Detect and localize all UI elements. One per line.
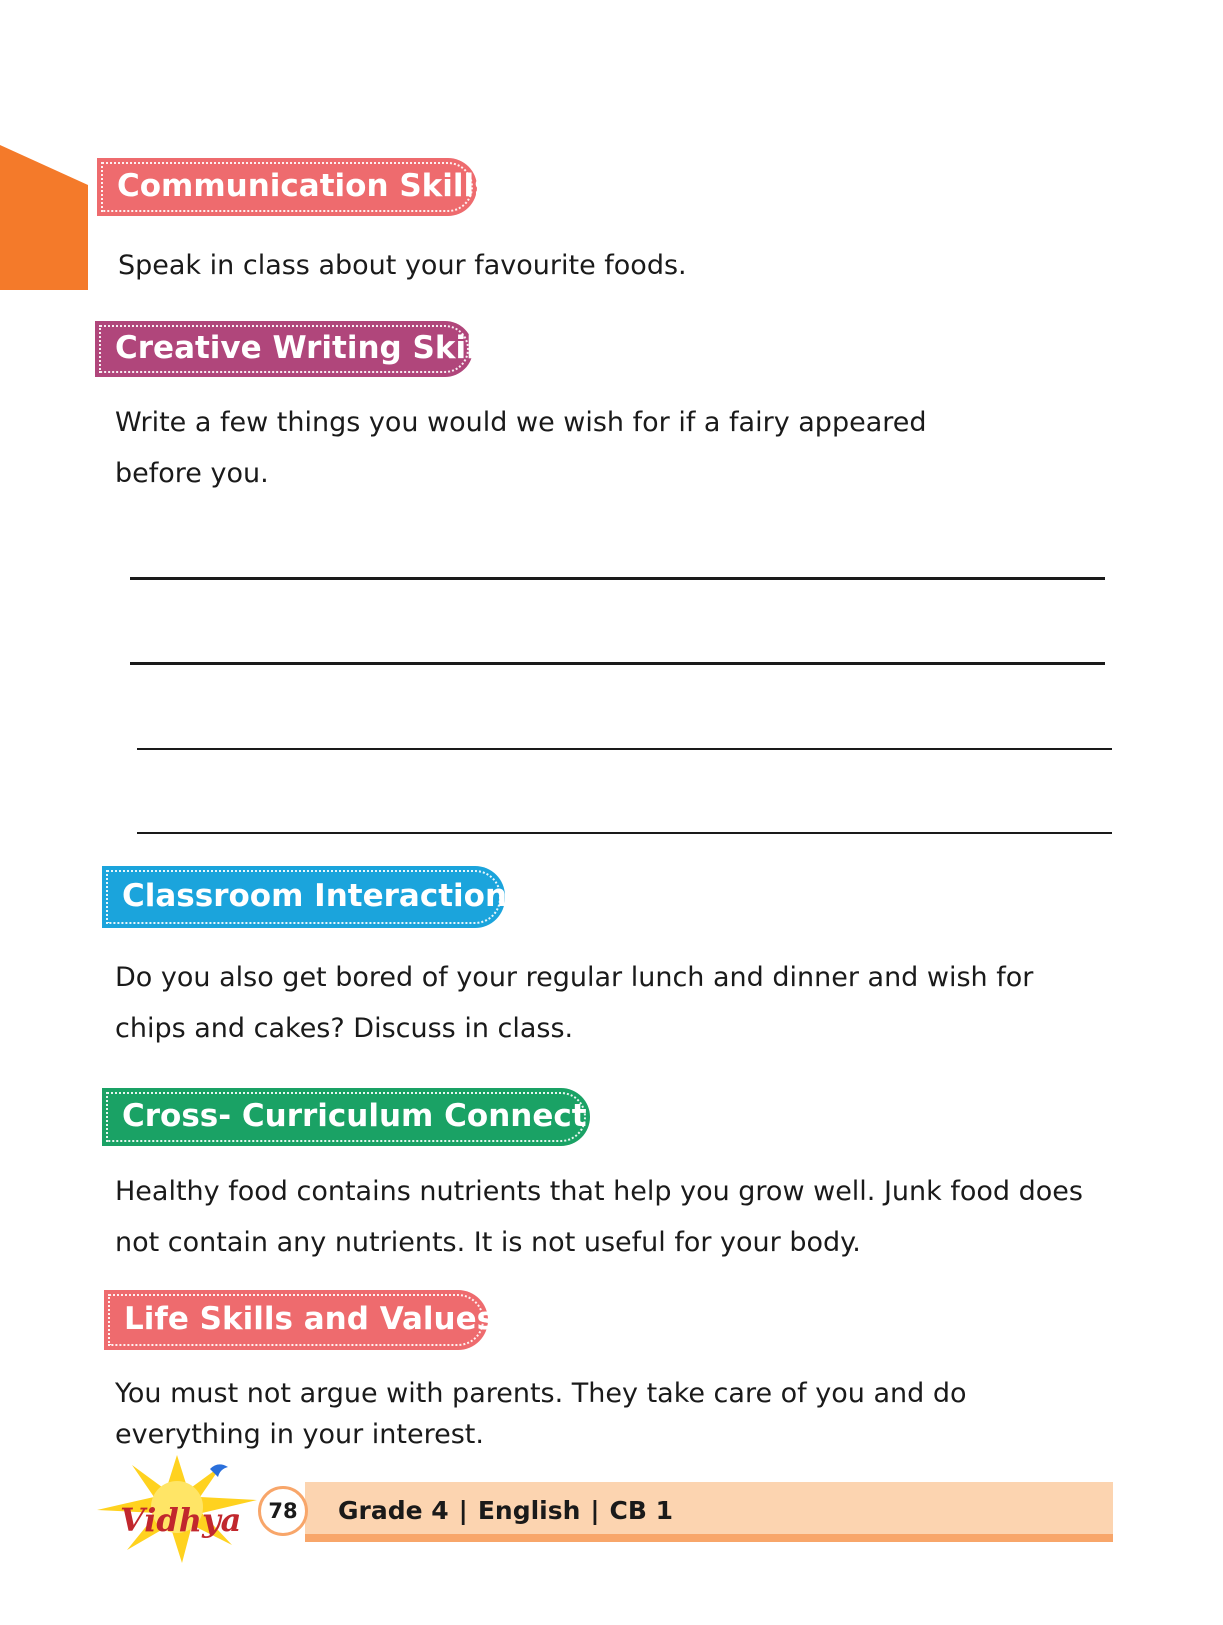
cross-curriculum-heading: Cross- Curriculum Connect <box>102 1088 590 1146</box>
creative-writing-line-1: Write a few things you would we wish for if a fairy appeared <box>115 407 927 438</box>
communication-skills-heading: Communication Skills <box>97 158 477 216</box>
creative-writing-line-2: before you. <box>115 458 269 489</box>
footer-grade: Grade 4 <box>338 1496 449 1525</box>
corner-tab-decoration <box>0 145 88 290</box>
classroom-line-2: chips and cakes? Discuss in class. <box>115 1013 574 1044</box>
footer-subject: English <box>477 1496 581 1525</box>
footer-stripe <box>305 1534 1113 1542</box>
page-number-badge: 78 <box>258 1486 308 1536</box>
cross-curriculum-line-1: Healthy food contains nutrients that help you grow well. Junk food does <box>115 1176 1083 1207</box>
creative-writing-heading: Creative Writing Skills <box>95 321 473 377</box>
writing-line-4[interactable] <box>137 832 1112 834</box>
writing-line-1[interactable] <box>130 577 1105 580</box>
life-skills-line-1: You must not argue with parents. They take care of you and do <box>115 1378 967 1409</box>
writing-line-3[interactable] <box>137 748 1112 750</box>
logo-text: Vidhya <box>120 1501 242 1539</box>
life-skills-line-2: everything in your interest. <box>115 1419 484 1450</box>
classroom-interaction-heading: Classroom Interaction <box>102 866 505 928</box>
life-skills-heading: Life Skills and Values <box>104 1290 488 1350</box>
footer-separator-2: | <box>590 1496 600 1525</box>
life-skills-text <box>115 1373 1075 1455</box>
cross-curriculum-line-2: not contain any nutrients. It is not useful for your body. <box>115 1227 861 1258</box>
footer-separator-1: | <box>458 1496 468 1525</box>
vidhya-logo <box>92 1455 262 1565</box>
writing-line-2[interactable] <box>130 662 1105 665</box>
communication-skills-text: Speak in class about your favourite foods. <box>118 250 687 281</box>
cross-curriculum-text <box>115 1166 1125 1268</box>
classroom-line-1: Do you also get bored of your regular lunch and dinner and wish for <box>115 962 1034 993</box>
footer-breadcrumb <box>338 1491 673 1531</box>
footer-book: CB 1 <box>609 1496 674 1525</box>
creative-writing-text <box>115 397 1015 499</box>
classroom-interaction-text <box>115 952 1115 1054</box>
